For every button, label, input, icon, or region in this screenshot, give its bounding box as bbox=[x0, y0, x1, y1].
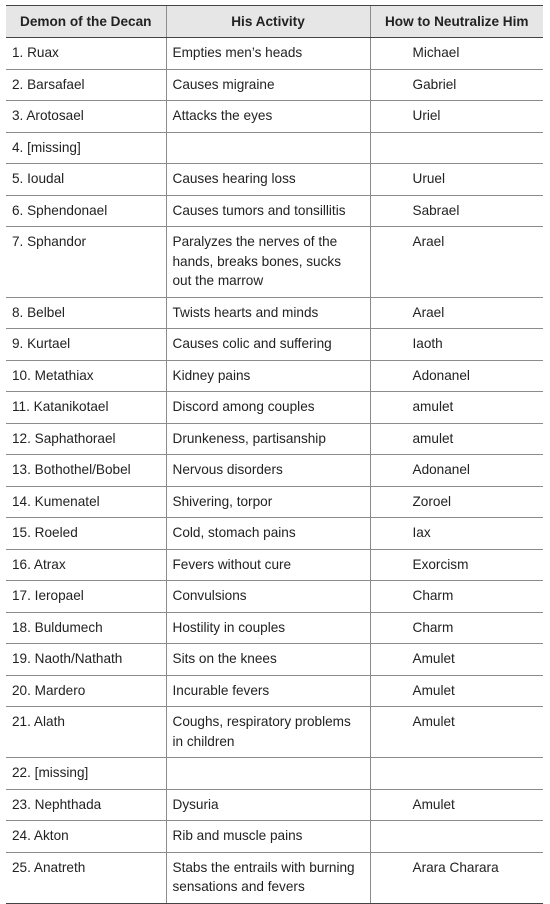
demon-cell: 12. Saphathorael bbox=[6, 423, 166, 455]
table-row bbox=[6, 852, 543, 903]
activity-cell: Dysuria bbox=[166, 789, 370, 821]
table-row bbox=[6, 549, 543, 581]
neutralize-cell: Amulet bbox=[370, 644, 543, 676]
table-row bbox=[6, 423, 543, 455]
neutralize-cell: Charm bbox=[370, 612, 543, 644]
neutralize-cell: Zoroel bbox=[370, 486, 543, 518]
activity-cell: Convulsions bbox=[166, 581, 370, 613]
demon-cell: 20. Mardero bbox=[6, 675, 166, 707]
neutralize-cell: Uruel bbox=[370, 164, 543, 196]
neutralize-cell: Exorcism bbox=[370, 549, 543, 581]
table-row bbox=[6, 392, 543, 424]
table-row bbox=[6, 101, 543, 133]
demon-cell: 25. Anatreth bbox=[6, 852, 166, 903]
activity-cell: Attacks the eyes bbox=[166, 101, 370, 133]
demon-cell: 24. Akton bbox=[6, 821, 166, 853]
activity-cell: Fevers without cure bbox=[166, 549, 370, 581]
table-row bbox=[6, 789, 543, 821]
demon-cell: 17. Ieropael bbox=[6, 581, 166, 613]
table-row bbox=[6, 164, 543, 196]
table-row bbox=[6, 612, 543, 644]
activity-cell: Causes hearing loss bbox=[166, 164, 370, 196]
neutralize-cell: Arara Charara bbox=[370, 852, 543, 903]
activity-cell: Shivering, torpor bbox=[166, 486, 370, 518]
table-row bbox=[6, 644, 543, 676]
demon-cell: 1. Ruax bbox=[6, 38, 166, 70]
neutralize-cell: Iaoth bbox=[370, 329, 543, 361]
activity-cell: Incurable fevers bbox=[166, 675, 370, 707]
table-row bbox=[6, 227, 543, 298]
demon-cell: 11. Katanikotael bbox=[6, 392, 166, 424]
header-activity: His Activity bbox=[166, 6, 370, 38]
table-row bbox=[6, 297, 543, 329]
demon-cell: 10. Metathiax bbox=[6, 360, 166, 392]
activity-cell: Hostility in couples bbox=[166, 612, 370, 644]
neutralize-cell: Gabriel bbox=[370, 69, 543, 101]
table-row bbox=[6, 38, 543, 70]
demon-cell: 14. Kumenatel bbox=[6, 486, 166, 518]
demon-cell: 8. Belbel bbox=[6, 297, 166, 329]
table-row bbox=[6, 486, 543, 518]
demon-cell: 18. Buldumech bbox=[6, 612, 166, 644]
table-row bbox=[6, 132, 543, 164]
demon-cell: 4. [missing] bbox=[6, 132, 166, 164]
neutralize-cell: Amulet bbox=[370, 707, 543, 758]
demon-cell: 23. Nephthada bbox=[6, 789, 166, 821]
table-header bbox=[6, 6, 543, 38]
table-row bbox=[6, 821, 543, 853]
table-row bbox=[6, 581, 543, 613]
demon-cell: 2. Barsafael bbox=[6, 69, 166, 101]
neutralize-cell: Adonanel bbox=[370, 360, 543, 392]
neutralize-cell: amulet bbox=[370, 392, 543, 424]
table-row bbox=[6, 675, 543, 707]
demon-cell: 7. Sphandor bbox=[6, 227, 166, 298]
activity-cell: Causes colic and suffering bbox=[166, 329, 370, 361]
table-row bbox=[6, 758, 543, 790]
table-body bbox=[6, 38, 543, 904]
table-row bbox=[6, 69, 543, 101]
neutralize-cell: Arael bbox=[370, 297, 543, 329]
table-row bbox=[6, 455, 543, 487]
demon-cell: 6. Sphendonael bbox=[6, 195, 166, 227]
decan-demons-table-container bbox=[6, 5, 543, 904]
demon-cell: 16. Atrax bbox=[6, 549, 166, 581]
activity-cell: Paralyzes the nerves of the hands, breaks bones, sucks out the marrow bbox=[166, 227, 370, 298]
demon-cell: 15. Roeled bbox=[6, 518, 166, 550]
neutralize-cell: Iax bbox=[370, 518, 543, 550]
neutralize-cell bbox=[370, 132, 543, 164]
activity-cell: Causes tumors and tonsillitis bbox=[166, 195, 370, 227]
table-row bbox=[6, 360, 543, 392]
header-demon: Demon of the Decan bbox=[6, 6, 166, 38]
neutralize-cell: Adonanel bbox=[370, 455, 543, 487]
activity-cell: Empties men’s heads bbox=[166, 38, 370, 70]
activity-cell: Rib and muscle pains bbox=[166, 821, 370, 853]
neutralize-cell bbox=[370, 821, 543, 853]
table-row bbox=[6, 329, 543, 361]
table-row bbox=[6, 518, 543, 550]
header-neutralize: How to Neutralize Him bbox=[370, 6, 543, 38]
neutralize-cell: Sabrael bbox=[370, 195, 543, 227]
demon-cell: 19. Naoth/Nathath bbox=[6, 644, 166, 676]
table-row bbox=[6, 195, 543, 227]
demon-cell: 9. Kurtael bbox=[6, 329, 166, 361]
neutralize-cell: Amulet bbox=[370, 675, 543, 707]
decan-demons-table bbox=[6, 5, 543, 904]
neutralize-cell: Uriel bbox=[370, 101, 543, 133]
activity-cell bbox=[166, 758, 370, 790]
demon-cell: 5. Ioudal bbox=[6, 164, 166, 196]
header-row bbox=[6, 6, 543, 38]
neutralize-cell: Arael bbox=[370, 227, 543, 298]
neutralize-cell: Charm bbox=[370, 581, 543, 613]
demon-cell: 3. Arotosael bbox=[6, 101, 166, 133]
activity-cell: Twists hearts and minds bbox=[166, 297, 370, 329]
activity-cell: Nervous disorders bbox=[166, 455, 370, 487]
activity-cell: Sits on the knees bbox=[166, 644, 370, 676]
neutralize-cell bbox=[370, 758, 543, 790]
activity-cell: Cold, stomach pains bbox=[166, 518, 370, 550]
activity-cell: Kidney pains bbox=[166, 360, 370, 392]
demon-cell: 21. Alath bbox=[6, 707, 166, 758]
activity-cell bbox=[166, 132, 370, 164]
activity-cell: Causes migraine bbox=[166, 69, 370, 101]
neutralize-cell: Michael bbox=[370, 38, 543, 70]
table-row bbox=[6, 707, 543, 758]
activity-cell: Stabs the entrails with burning sensations and fevers bbox=[166, 852, 370, 903]
activity-cell: Coughs, respiratory problems in children bbox=[166, 707, 370, 758]
demon-cell: 22. [missing] bbox=[6, 758, 166, 790]
activity-cell: Discord among couples bbox=[166, 392, 370, 424]
neutralize-cell: Amulet bbox=[370, 789, 543, 821]
activity-cell: Drunkeness, partisanship bbox=[166, 423, 370, 455]
demon-cell: 13. Bothothel/Bobel bbox=[6, 455, 166, 487]
neutralize-cell: amulet bbox=[370, 423, 543, 455]
